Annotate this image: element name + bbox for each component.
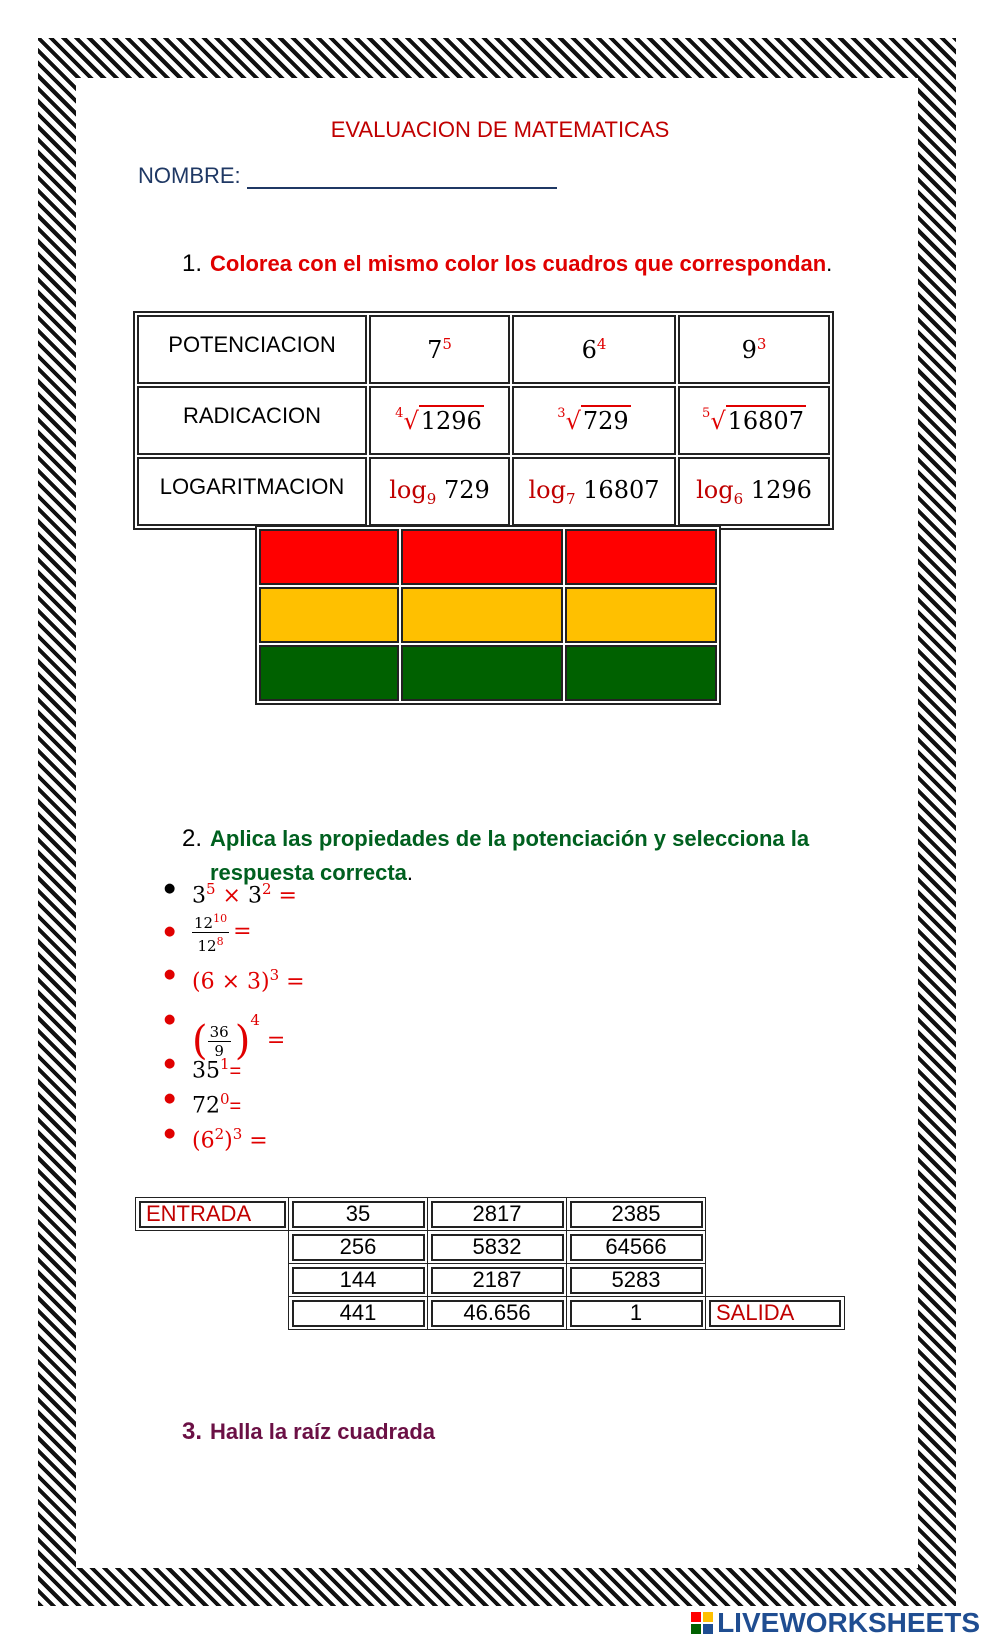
name-label: NOMBRE:: [138, 163, 241, 188]
value-cell[interactable]: 2187: [428, 1264, 567, 1297]
table-row: [136, 1297, 845, 1330]
exercise-item[interactable]: ● $\frac{12^{10}}{12^8}$ =: [170, 908, 305, 956]
color-box-red[interactable]: [565, 529, 717, 585]
log-cell[interactable]: $\log_7 16807$: [512, 457, 676, 526]
value-cell[interactable]: 35: [289, 1198, 428, 1231]
entrada-label: ENTRADA: [136, 1198, 289, 1231]
name-field[interactable]: [138, 163, 557, 189]
log-cell[interactable]: $\log_9 729$: [369, 457, 510, 526]
value-cell[interactable]: 256: [289, 1231, 428, 1264]
table-row: [137, 386, 830, 455]
root-cell[interactable]: $^5$√16807: [678, 386, 830, 455]
question-2-number: 2.: [182, 825, 203, 852]
input-output-table: [135, 1197, 845, 1330]
color-grid: [257, 527, 719, 703]
table-row: [136, 1198, 845, 1231]
color-box-green[interactable]: [565, 645, 717, 701]
power-cell[interactable]: $9^3$: [678, 315, 830, 384]
exercise-item[interactable]: ● $(6 \times 3)^3$ =: [170, 956, 305, 994]
brand-footer: [691, 1607, 980, 1639]
value-cell[interactable]: 2817: [428, 1198, 567, 1231]
color-box-yellow[interactable]: [259, 587, 399, 643]
value-cell[interactable]: 5283: [567, 1264, 706, 1297]
exercise-list: [170, 870, 305, 1152]
page-title: EVALUACION DE MATEMATICAS: [330, 117, 670, 142]
brand-name: LIVEWORKSHEETS: [717, 1607, 980, 1638]
table-row: [137, 315, 830, 384]
exercise-item[interactable]: ● ( $\frac{36}{9}$ )$^4$ =: [170, 994, 305, 1046]
salida-label: SALIDA: [706, 1297, 845, 1330]
root-cell[interactable]: $^3$√729: [512, 386, 676, 455]
value-cell[interactable]: 2385: [567, 1198, 706, 1231]
color-box-yellow[interactable]: [565, 587, 717, 643]
table-row: [136, 1231, 845, 1264]
color-box-green[interactable]: [401, 645, 563, 701]
name-blank-line[interactable]: [247, 167, 557, 189]
operations-table: [135, 313, 832, 528]
exercise-item[interactable]: ● $72^0=$: [170, 1082, 305, 1116]
row-label-potenciacion: POTENCIACION: [137, 315, 367, 384]
color-row-green: [259, 645, 717, 701]
table-row: [136, 1264, 845, 1297]
root-cell[interactable]: $^4$√1296: [369, 386, 510, 455]
value-cell[interactable]: 441: [289, 1297, 428, 1330]
value-cell[interactable]: 1: [567, 1297, 706, 1330]
color-row-yellow: [259, 587, 717, 643]
question-1-number: 1.: [182, 250, 203, 277]
question-3-number: 3.: [182, 1418, 203, 1445]
row-label-logaritmacion: LOGARITMACION: [137, 457, 367, 526]
question-1: 1. Colorea con el mismo color los cuadros que correspondan.: [182, 250, 833, 277]
log-cell[interactable]: $\log_6 1296$: [678, 457, 830, 526]
exercise-item[interactable]: ● $(6^2)^3$ =: [170, 1116, 305, 1152]
question-2-text: Aplica las propiedades de la potenciación y selecciona la: [210, 826, 810, 851]
question-1-text: Colorea con el mismo color los cuadros que correspondan: [210, 251, 827, 276]
color-box-red[interactable]: [401, 529, 563, 585]
value-cell[interactable]: 46.656: [428, 1297, 567, 1330]
question-3-text: Halla la raíz cuadrada: [210, 1419, 436, 1444]
color-box-red[interactable]: [259, 529, 399, 585]
liveworksheets-logo-icon: [691, 1612, 713, 1634]
row-label-radicacion: RADICACION: [137, 386, 367, 455]
color-row-red: [259, 529, 717, 585]
color-box-yellow[interactable]: [401, 587, 563, 643]
exercise-item[interactable]: ● $35^1=$: [170, 1046, 305, 1082]
exercise-item[interactable]: ● $3^5 \times 3^2$ =: [170, 870, 305, 908]
power-cell[interactable]: $7^5$: [369, 315, 510, 384]
power-cell[interactable]: $6^4$: [512, 315, 676, 384]
question-2: 2. Aplica las propiedades de la potenciación y selecciona la respuesta correcta.: [182, 825, 810, 885]
table-row: [137, 457, 830, 526]
value-cell[interactable]: 5832: [428, 1231, 567, 1264]
value-cell[interactable]: 144: [289, 1264, 428, 1297]
color-box-green[interactable]: [259, 645, 399, 701]
value-cell[interactable]: 64566: [567, 1231, 706, 1264]
question-3: [182, 1418, 435, 1446]
